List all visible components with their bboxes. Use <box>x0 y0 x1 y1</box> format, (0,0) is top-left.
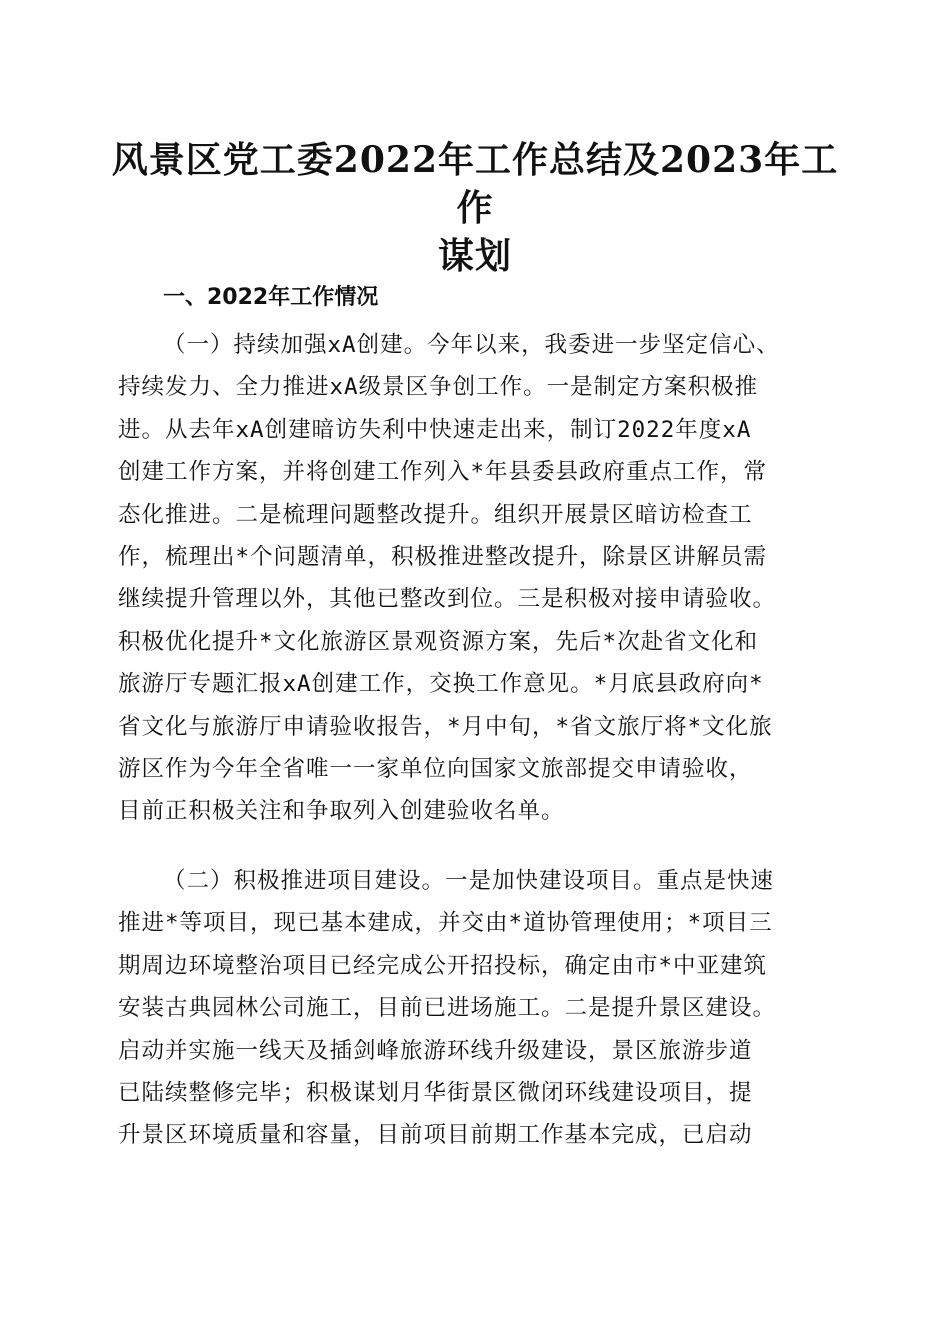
document-title-line-2: 谋划 <box>437 235 512 277</box>
paragraph-2 <box>118 860 834 1157</box>
paragraph-1 <box>118 324 834 833</box>
paragraph-line: 安装古典园林公司施工，目前已进场施工。二是提升景区建设。 <box>118 995 777 1022</box>
section-heading: 一、2022年工作情况 <box>163 285 379 310</box>
paragraph-line: 启动并实施一线天及插剑峰旅游环线升级建设，景区旅游步道 <box>118 1037 753 1064</box>
paragraph-line: 作，梳理出*个问题清单，积极推进整改提升，除景区讲解员需 <box>118 543 768 570</box>
paragraph-line: （二）积极推进项目建设。一是加快建设项目。重点是快速 <box>163 868 775 894</box>
paragraph-line: 游区作为今年全省唯一一家单位向国家文旅部提交申请验收， <box>118 755 753 782</box>
paragraph-line: 创建工作方案，并将创建工作列入*年县委县政府重点工作，常 <box>118 459 768 486</box>
paragraph-line: 目前正积极关注和争取列入创建验收名单。 <box>118 798 565 825</box>
document-title-line-1: 风景区党工委2022年工作总结及2023年工作 <box>111 139 839 229</box>
paragraph-line: 态化推进。二是梳理问题整改提升。组织开展景区暗访检查工 <box>118 501 753 528</box>
paragraph-line: 推进*等项目，现已基本建成，并交由*道协管理使用；*项目三 <box>118 910 773 937</box>
paragraph-line: 已陆续整修完毕；积极谋划月华街景区微闭环线建设项目，提 <box>118 1079 753 1106</box>
paragraph-line: 旅游厅专题汇报xA创建工作，交换工作意见。*月底县政府向* <box>118 671 764 698</box>
paragraph-line: 期周边环境整治项目已经完成公开招投标，确定由市*中亚建筑 <box>118 952 768 979</box>
paragraph-line: （一）持续加强xA创建。今年以来，我委进一步坚定信心、 <box>163 332 780 358</box>
paragraph-line: 积极优化提升*文化旅游区景观资源方案，先后*次赴省文化和 <box>118 628 759 655</box>
document-title <box>100 136 850 280</box>
paragraph-line: 继续提升管理以外，其他已整改到位。三是积极对接申请验收。 <box>118 586 777 613</box>
paragraph-line: 升景区环境质量和容量，目前项目前期工作基本完成，已启动 <box>118 1122 753 1149</box>
paragraph-line: 省文化与旅游厅申请验收报告，*月中旬，*省文旅厅将*文化旅 <box>118 713 773 740</box>
paragraph-line: 持续发力、全力推进xA级景区争创工作。一是制定方案积极推 <box>118 374 759 401</box>
paragraph-line: 进。从去年xA创建暗访失利中快速走出来，制订2022年度xA <box>118 416 752 443</box>
